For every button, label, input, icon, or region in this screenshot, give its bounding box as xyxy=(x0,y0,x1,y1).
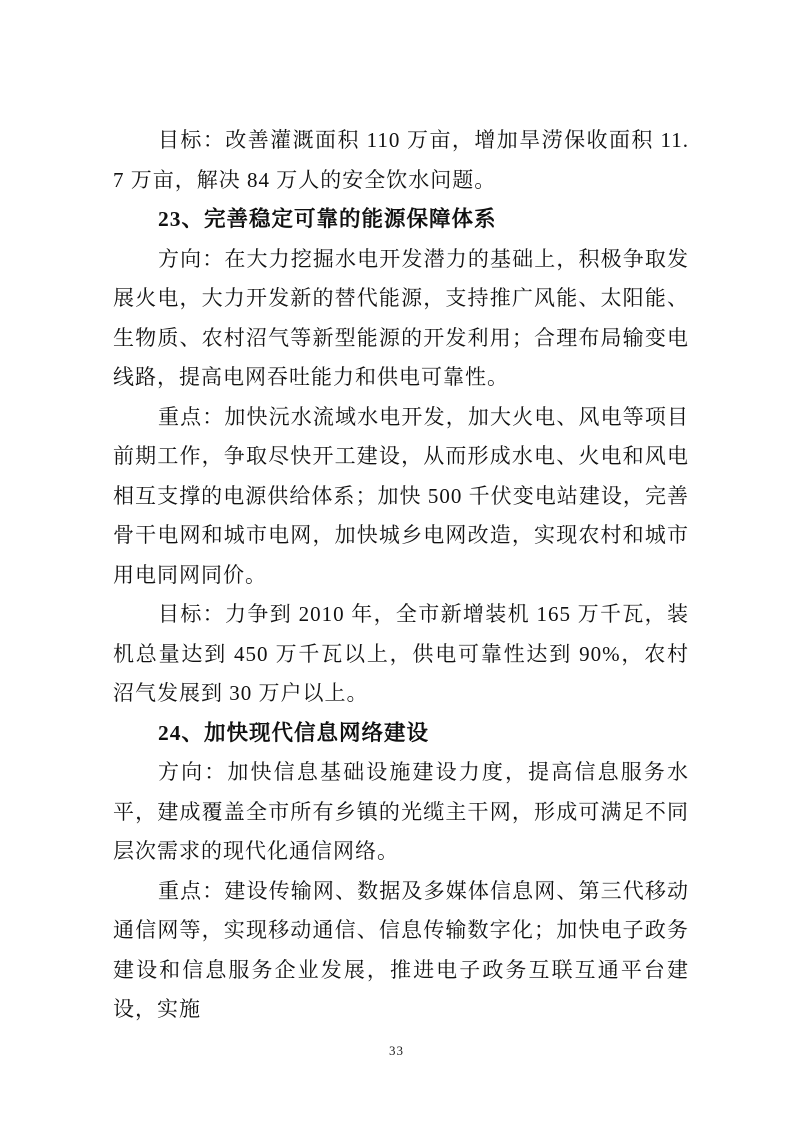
page-number: 33 xyxy=(389,1043,404,1058)
paragraph-energy-direction: 方向：在大力挖掘水电开发潜力的基础上，积极争取发展火电，大力开发新的替代能源，支持推广风能、太阳能、生物质、农村沼气等新型能源的开发利用；合理布局输变电线路，提高电网吞吐能力和供电可靠性。 xyxy=(113,246,689,389)
paragraph-energy-focus: 重点：加快沅水流域水电开发，加大火电、风电等项目前期工作，争取尽快开工建设，从而形成水电、火电和风电相互支撑的电源供给体系；加快 500 千伏变电站建设，完善骨干电网和城市电网，加快城乡电网改造，实现农村和城市用电同网同价。 xyxy=(113,404,689,587)
heading-section-23-energy: 23、完善稳定可靠的能源保障体系 xyxy=(158,207,497,231)
paragraph-energy-goal: 目标：力争到 2010 年，全市新增装机 165 万千瓦，装机总量达到 450 万千瓦以上，供电可靠性达到 90%，农村沼气发展到 30 万户以上。 xyxy=(113,602,689,705)
heading-section-24-information-network: 24、加快现代信息网络建设 xyxy=(158,720,430,745)
paragraph-info-direction: 方向：加快信息基础设施建设力度，提高信息服务水平，建成覆盖全市所有乡镇的光缆主干网，形成可满足不同层次需求的现代化通信网络。 xyxy=(113,760,689,863)
paragraph-info-focus: 重点：建设传输网、数据及多媒体信息网、第三代移动通信网等，实现移动通信、信息传输数字化；加快电子政务建设和信息服务企业发展，推进电子政务互联互通平台建设，实施 xyxy=(113,878,689,1021)
paragraph-water-goal: 目标：改善灌溉面积 110 万亩，增加旱涝保收面积 11.7 万亩，解决 84 万人的安全饮水问题。 xyxy=(113,128,689,192)
page-content xyxy=(113,121,689,1030)
